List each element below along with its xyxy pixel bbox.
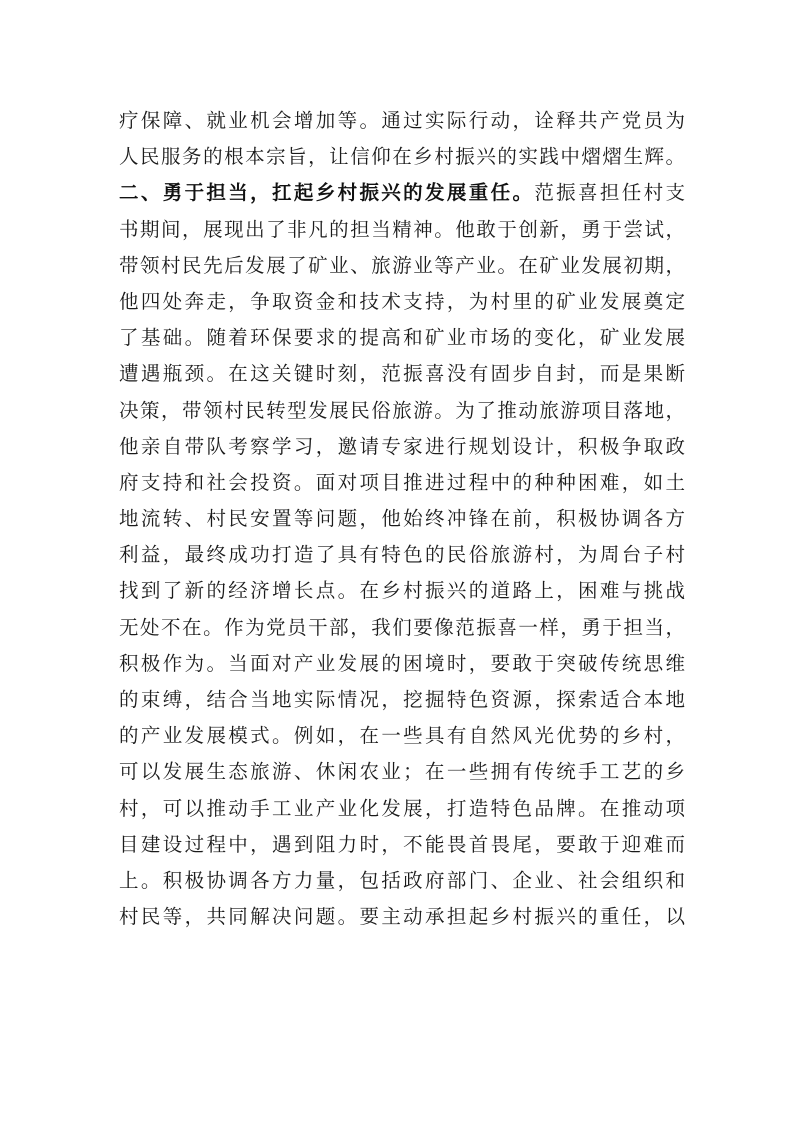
text-line: 书期间，展现出了非凡的担当精神。他敢于创新，勇于尝试， (119, 217, 685, 241)
text-line: 他四处奔走，争取资金和技术支持，为村里的矿业发展奠定 (119, 289, 685, 313)
text-line: 找到了新的经济增长点。在乡村振兴的道路上，困难与挑战 (119, 579, 685, 603)
text-line: 地流转、村民安置等问题，他始终冲锋在前，积极协调各方 (119, 507, 685, 531)
section-heading-line (119, 175, 685, 211)
text-line: 的束缚，结合当地实际情况，挖掘特色资源，探索适合本地 (119, 688, 685, 711)
text-line: 遭遇瓶颈。在这关键时刻，范振喜没有固步自封，而是果断 (119, 362, 685, 386)
text-line: 上。积极协调各方力量，包括政府部门、企业、社会组织和 (119, 868, 685, 892)
text-line: 疗保障、就业机会增加等。通过实际行动，诠释共产党员为 (119, 109, 685, 132)
text-line-continuation: 范振喜担任村支 (534, 181, 685, 205)
text-line: 村民等，共同解决问题。要主动承担起乡村振兴的重任，以 (119, 905, 685, 929)
section-heading: 二、勇于担当，扛起乡村振兴的发展重任。 (119, 181, 535, 205)
text-line: 人民服务的根本宗旨，让信仰在乡村振兴的实践中熠熠生辉。 (119, 145, 685, 169)
text-line: 无处不在。作为党员干部，我们要像范振喜一样，勇于担当， (119, 615, 685, 639)
body-text (119, 103, 685, 935)
text-line: 积极作为。当面对产业发展的困境时，要敢于突破传统思维 (119, 651, 685, 675)
text-line: 可以发展生态旅游、休闲农业；在一些拥有传统手工艺的乡 (119, 760, 685, 784)
text-line: 利益，最终成功打造了具有特色的民俗旅游村，为周台子村 (119, 543, 685, 567)
text-line: 村，可以推动手工业产业化发展，打造特色品牌。在推动项 (119, 796, 685, 820)
text-line: 他亲自带队考察学习，邀请专家进行规划设计，积极争取政 (119, 434, 685, 458)
text-line: 的产业发展模式。例如，在一些具有自然风光优势的乡村， (119, 724, 685, 748)
text-line: 带领村民先后发展了矿业、旅游业等产业。在矿业发展初期， (119, 253, 685, 277)
text-line: 目建设过程中，遇到阻力时，不能畏首畏尾，要敢于迎难而 (119, 832, 685, 856)
text-line: 了基础。随着环保要求的提高和矿业市场的变化，矿业发展 (119, 326, 685, 350)
text-line: 决策，带领村民转型发展民俗旅游。为了推动旅游项目落地， (119, 398, 685, 422)
text-line: 府支持和社会投资。面对项目推进过程中的种种困难，如土 (119, 470, 685, 494)
